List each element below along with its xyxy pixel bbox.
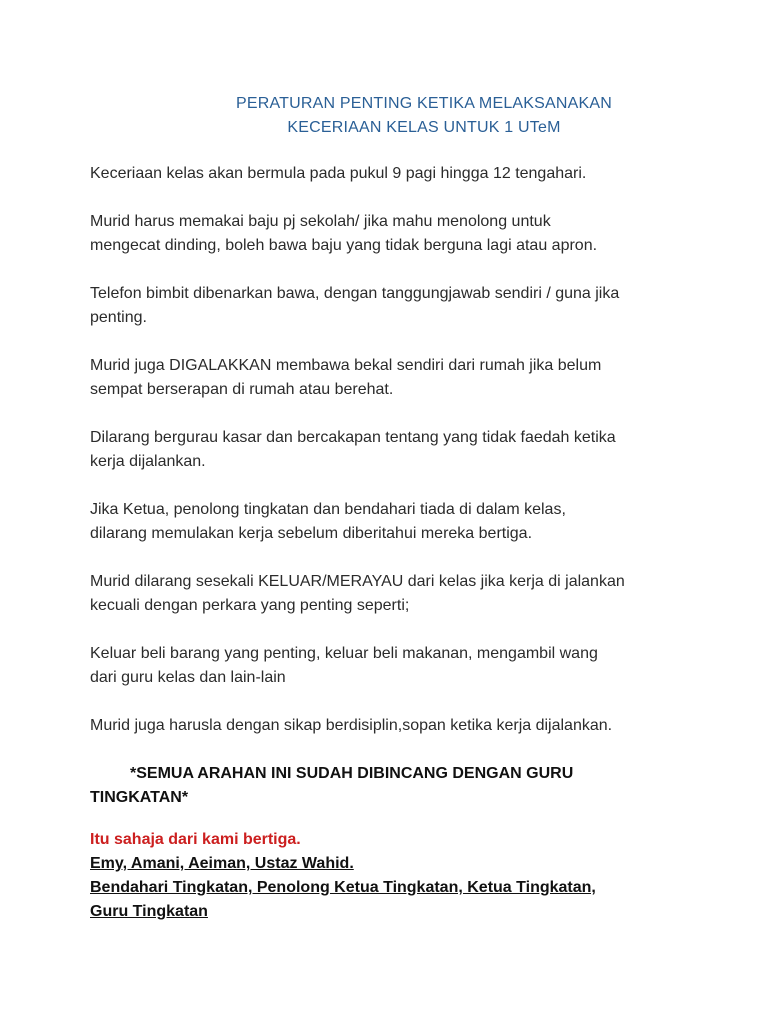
paragraph-line: Keceriaan kelas akan bermula pada pukul 9 pagi hingga 12 tengahari. — [90, 165, 587, 182]
title-line-2: KECERIAAN KELAS UNTUK 1 UTeM — [287, 119, 561, 136]
signature-roles-line-2: Guru Tingkatan — [90, 903, 208, 920]
paragraph-line: sempat berserapan di rumah atau berehat. — [90, 381, 394, 398]
paragraph-line: Murid dilarang sesekali KELUAR/MERAYAU dari kelas jika kerja di jalankan — [90, 573, 625, 590]
paragraph-line: dilarang memulakan kerja sebelum diberitahui mereka bertiga. — [90, 525, 533, 542]
paragraph-line: Murid juga DIGALAKKAN membawa bekal sendiri dari rumah jika belum — [90, 357, 602, 374]
signature-roles-line-1: Bendahari Tingkatan, Penolong Ketua Tingkatan, Ketua Tingkatan, — [90, 879, 596, 896]
paragraph-line: Jika Ketua, penolong tingkatan dan bendahari tiada di dalam kelas, — [90, 501, 566, 518]
paragraph-line: Telefon bimbit dibenarkan bawa, dengan tanggungjawab sendiri / guna jika — [90, 285, 620, 302]
signature-block — [90, 828, 730, 924]
paragraph-line: kecuali dengan perkara yang penting seperti; — [90, 597, 410, 614]
note-line-1: *SEMUA ARAHAN INI SUDAH DIBINCANG DENGAN GURU — [130, 765, 574, 782]
paragraph-line: Dilarang bergurau kasar dan bercakapan tentang yang tidak faedah ketika — [90, 429, 616, 446]
paragraph-line: kerja dijalankan. — [90, 453, 206, 470]
paragraph-food — [90, 354, 730, 402]
paragraph-leaving — [90, 570, 730, 618]
paragraph-exceptions — [90, 642, 730, 690]
note-line-2: TINGKATAN* — [90, 789, 189, 806]
signature-names: Emy, Amani, Aeiman, Ustaz Wahid. — [90, 855, 354, 872]
paragraph-line: mengecat dinding, boleh bawa baju yang tidak berguna lagi atau apron. — [90, 237, 598, 254]
title-line-1: PERATURAN PENTING KETIKA MELAKSANAKAN — [235, 95, 613, 112]
paragraph-line: Keluar beli barang yang penting, keluar beli makanan, mengambil wang — [90, 645, 598, 662]
paragraph-line: Murid juga harusla dengan sikap berdisiplin,sopan ketika kerja dijalankan. — [90, 717, 613, 734]
paragraph-start-time — [90, 162, 730, 186]
paragraph-line: penting. — [90, 309, 147, 326]
document-body — [90, 162, 730, 924]
paragraph-phone — [90, 282, 730, 330]
paragraph-leaders — [90, 498, 730, 546]
paragraph-discipline — [90, 714, 730, 738]
document-title — [0, 92, 768, 140]
paragraph-line: Murid harus memakai baju pj sekolah/ jika mahu menolong untuk — [90, 213, 551, 230]
notice-note — [90, 762, 730, 810]
paragraph-attire — [90, 210, 730, 258]
paragraph-behaviour — [90, 426, 730, 474]
closing-line: Itu sahaja dari kami bertiga. — [90, 831, 301, 848]
paragraph-line: dari guru kelas dan lain-lain — [90, 669, 286, 686]
